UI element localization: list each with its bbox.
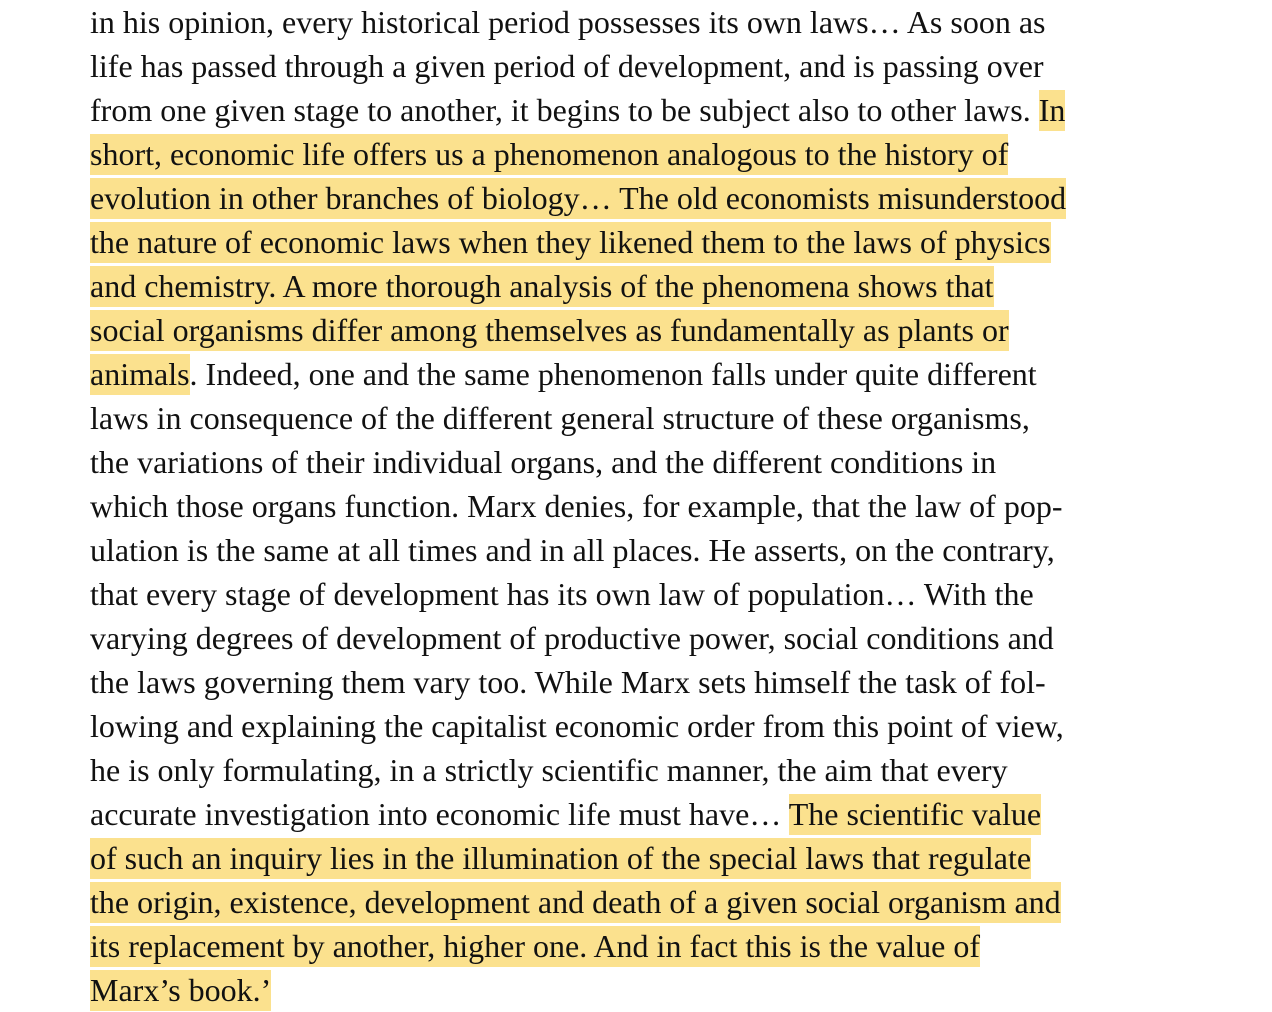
text-line <box>90 176 1066 220</box>
text-line <box>90 528 1055 572</box>
text-line <box>90 616 1054 660</box>
text-line <box>90 0 1045 44</box>
text-highlight: In <box>1039 90 1066 131</box>
text-plain: the variations of their individual organs, and the different conditions in <box>90 444 997 480</box>
text-plain: in his opinion, every historical period possesses its own laws… As soon as <box>90 4 1046 40</box>
text-highlight: and chemistry. A more thorough analysis of the phenomena shows that <box>90 266 994 307</box>
text-plain: he is only formulating, in a strictly scientific manner, the aim that every <box>90 752 1008 788</box>
text-line <box>90 396 1030 440</box>
text-line <box>90 88 1065 132</box>
text-plain: the laws governing them vary too. While Marx sets himself the task of fol- <box>90 664 1046 700</box>
text-line <box>90 220 1051 264</box>
text-plain: ulation is the same at all times and in all places. He asserts, on the contrary, <box>90 532 1055 568</box>
text-highlight: short, economic life offers us a phenomenon analogous to the history of <box>90 134 1008 175</box>
text-line <box>90 836 1031 880</box>
text-highlight: animals <box>90 354 190 395</box>
text-line <box>90 792 1041 836</box>
text-highlight: Marx’s book.’ <box>90 970 271 1011</box>
text-highlight: evolution in other branches of biology… The old economists misunderstood <box>90 178 1066 219</box>
text-line <box>90 880 1061 924</box>
text-line <box>90 440 996 484</box>
text-line <box>90 968 271 1012</box>
text-highlight: social organisms differ among themselves as fundamentally as plants or <box>90 310 1009 351</box>
text-highlight: its replacement by another, higher one. And in fact this is the value of <box>90 926 980 967</box>
text-plain: laws in consequence of the different general structure of these organisms, <box>90 400 1030 436</box>
text-plain: that every stage of development has its own law of population… With the <box>90 576 1034 612</box>
text-after: . Indeed, one and the same phenomenon falls under quite different <box>189 356 1037 392</box>
text-line <box>90 748 1008 792</box>
text-line <box>90 352 1037 396</box>
text-highlight: the origin, existence, development and death of a given social organism and <box>90 882 1061 923</box>
text-line <box>90 660 1046 704</box>
text-plain: varying degrees of development of productive power, social conditions and <box>90 620 1054 656</box>
text-line <box>90 308 1009 352</box>
text-highlight: of such an inquiry lies in the illumination of the special laws that regulate <box>90 838 1031 879</box>
text-line <box>90 572 1034 616</box>
text-highlight: The scientific value <box>789 794 1041 835</box>
text-plain: lowing and explaining the capitalist economic order from this point of view, <box>90 708 1064 744</box>
text-line <box>90 924 980 968</box>
text-plain: which those organs function. Marx denies, for example, that the law of pop- <box>90 488 1063 524</box>
text-line <box>90 132 1008 176</box>
text-line <box>90 264 994 308</box>
text-line <box>90 44 1044 88</box>
text-plain: accurate investigation into economic life must have… <box>90 796 789 832</box>
text-line <box>90 484 1062 528</box>
text-plain: from one given stage to another, it begins to be subject also to other laws. <box>90 92 1039 128</box>
text-plain: life has passed through a given period of development, and is passing over <box>90 48 1044 84</box>
text-line <box>90 704 1064 748</box>
text-highlight: the nature of economic laws when they likened them to the laws of physics <box>90 222 1051 263</box>
